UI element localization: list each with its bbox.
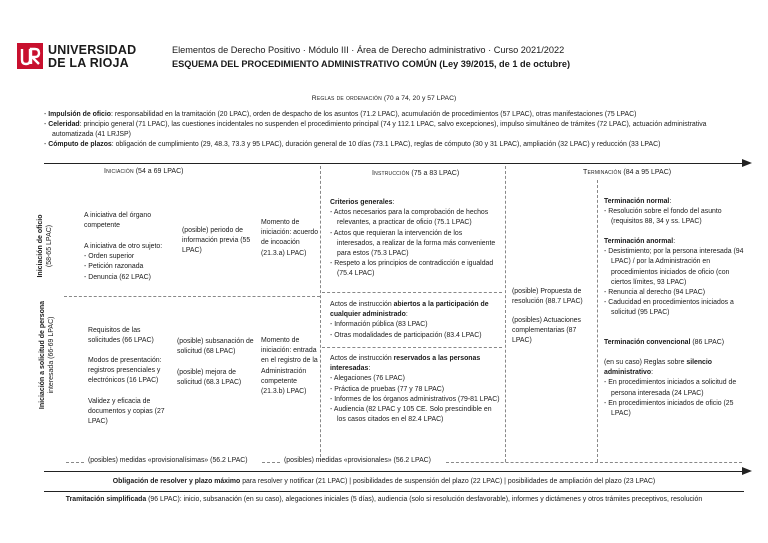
tramitacion-simplificada	[0, 495, 768, 505]
reservado-item: - Informes de los órganos administrativos (79-81 LPAC)	[330, 395, 500, 403]
instruccion-abiertos-title: abiertos a la participación de cualquier administrado	[330, 301, 489, 319]
terminacion-convencional-refs: (86 LPAC)	[690, 339, 724, 346]
divider-oficio-solicitud	[64, 296, 320, 297]
separator-line	[44, 491, 744, 492]
oficio-iniciativa-organo: A iniciativa del órgano competente	[84, 212, 152, 230]
terminacion-convencional	[604, 338, 744, 348]
solicitud-validez-documentos: Validez y eficacia de documentos y copias (27 LPAC)	[88, 398, 165, 426]
side-label-solicitud	[38, 300, 56, 410]
oficio-item-text: Denuncia (62 LPAC)	[88, 273, 151, 281]
regla-item: - Impulsión de oficio: responsabilidad en la tramitación (20 LPAC), orden de despacho de los asuntos (71.2 LPAC), acumulación de procedimientos (57 LPAC), otras manifestaciones (75 LPAC)	[44, 111, 637, 118]
reservado-item-text: Práctica de pruebas (77 y 78 LPAC)	[334, 385, 445, 393]
university-name-line1: UNIVERSIDAD	[48, 43, 137, 57]
divider-iniciacion-instruccion	[320, 166, 321, 462]
side-label-oficio-title: Iniciación de oficio	[37, 214, 44, 278]
oficio-item: - Orden superior	[84, 253, 135, 261]
oficio-periodo-informacion: (posible) periodo de información previa (55 LPAC)	[182, 227, 251, 255]
regla-item-text: : principio general (71 LPAC), las cuestiones incidentales no suspenden el procedimiento principal (74 y 112.1 LPAC, salvo excepciones), impulso simultáneo de trámites (72 LPAC), actuación administrativa automatizada (41 LRJSP)	[52, 121, 707, 138]
university-name	[48, 44, 136, 70]
instruccion-abiertos-pre: Actos de instrucción	[330, 301, 394, 308]
silencio-item-text: En procedimientos iniciados a solicitud de persona interesada (24 LPAC)	[608, 379, 737, 397]
regla-item-text: : responsabilidad en la tramitación (20 LPAC), orden de despacho de los asuntos (71.2 LPAC), acumulación de procedimientos (57 LPAC), otras manifestaciones (75 LPAC)	[111, 111, 637, 118]
criterio-item: - Respeto a los principios de contradicción e igualdad (75.4 LPAC)	[330, 260, 494, 278]
criterio-item: - Actos que requieran la intervención de los interesados, a realizar de la forma más conveniente para estos (75.3 LPAC)	[330, 229, 496, 258]
instruccion-reservados-title: reservados a las personas interesadas	[330, 355, 481, 373]
regla-item-title: Celeridad	[48, 121, 80, 128]
phase-terminacion-refs: (84 a 95 LPAC)	[621, 169, 672, 176]
university-name-line2: DE LA RIOJA	[48, 56, 129, 70]
terminacion-convencional-title: Terminación convencional	[604, 339, 691, 346]
oficio-item: - Denuncia (62 LPAC)	[84, 273, 151, 281]
oficio-momento-iniciacion: Momento de iniciación: acuerdo de incoación (21.3.a) LPAC)	[261, 219, 319, 257]
solicitud-mejora: (posible) mejora de solicitud (68.3 LPAC)	[177, 369, 242, 387]
regla-item: - Celeridad: principio general (71 LPAC), las cuestiones incidentales no suspenden el procedimiento principal (74 y 112.1 LPAC, salvo excepciones), impulso simultáneo de trámites (72 LPAC), actuación administrativa automatizada (41 LRJSP)	[44, 121, 707, 138]
silencio-item-text: En procedimientos iniciados de oficio (25 LPAC)	[608, 399, 734, 418]
criterio-item-text: Actos necesarios para la comprobación de hechos relevantes, a practicar de oficio (75.1 LPAC)	[333, 209, 489, 227]
abierto-item-text: Información pública (83 LPAC)	[334, 321, 428, 329]
side-label-solicitud-title2: interesada	[48, 360, 55, 394]
regla-item-text: : obligación de cumplimiento (29, 48.3, 73.3 y 95 LPAC), duración general de 10 días (73.1 LPAC), reglas de cómputo (30 y 31 LPAC), ampliación (32 LPAC) y reducción (33 LPAC)	[111, 141, 661, 148]
criterio-item: - Actos necesarios para la comprobación de hechos relevantes, a practicar de oficio (75.1 LPAC)	[330, 209, 489, 227]
terminacion-normal-title: Terminación normal	[604, 198, 670, 205]
phase-terminacion-name: Terminación	[583, 169, 622, 176]
terminacion-anormal-item: - Caducidad en procedimientos iniciados a solicitud (95 LPAC)	[604, 299, 734, 317]
obligacion-title: Obligación de resolver y plazo máximo	[112, 478, 241, 485]
side-label-oficio	[36, 206, 54, 286]
side-label-solicitud-title: Iniciación a solicitud de persona	[39, 300, 46, 410]
regla-item: - Cómputo de plazos: obligación de cumplimiento (29, 48.3, 73.3 y 95 LPAC), duración general de 10 días (73.1 LPAC), reglas de cómputo (30 y 31 LPAC), ampliación (32 LPAC) y reducción (33 LPAC)	[44, 141, 661, 148]
terminacion-anormal-item: - Renuncia al derecho (94 LPAC)	[604, 289, 705, 297]
oficio-iniciativa-otro-label: A iniciativa de otro sujeto:	[84, 243, 163, 250]
instruccion-criterios-title: Criterios generales	[330, 199, 393, 206]
divider-abiertos-reservados	[322, 347, 502, 348]
instruccion-reservados: Actos de instrucción reservados a las personas interesadas: - Alegaciones (76 LPAC) - Práctica de pruebas (77 y 78 LPAC) - Informes de los órganos administrativos (79-81 LPAC) - Audiencia (82 LPAC y 105 CE. Solo prescindible en los casos citados en el 82.4 LPAC)	[330, 354, 500, 425]
arrow-head-icon	[742, 159, 752, 167]
phase-instruccion-name: Instrucción	[372, 170, 410, 177]
criterio-item-text: Respeto a los principios de contradicción e igualdad (75.4 LPAC)	[334, 260, 494, 278]
instruccion-criterios: Criterios generales: - Actos necesarios para la comprobación de hechos relevantes, a practicar de oficio (75.1 LPAC) - Actos que requieran la intervención de los interesados, a realizar de la forma más conveniente para estos (75.3 LPAC) - Respeto a los principios de contradicción e igualdad (75.4 LPAC)	[330, 198, 500, 280]
abierto-item: - Información pública (83 LPAC)	[330, 321, 428, 329]
reservado-item-text: Audiencia (82 LPAC y 105 CE. Solo prescindible en los casos citados en el 82.4 LPAC)	[333, 406, 492, 424]
oficio-iniciativa-otro	[84, 242, 179, 283]
phase-terminacion	[583, 168, 671, 177]
reglas-list	[44, 110, 744, 150]
divider-instruccion-propuesta	[505, 166, 506, 462]
instruccion-abiertos: Actos de instrucción abiertos a la participación de cualquier administrado: - Información pública (83 LPAC) - Otras modalidades de participación (83.4 LPAC)	[330, 300, 500, 341]
reservado-item: - Audiencia (82 LPAC y 105 CE. Solo prescindible en los casos citados en el 82.4 LPAC)	[330, 406, 492, 424]
medidas-provisionalisimas: (posibles) medidas «provisionalísimas» (56.2 LPAC)	[88, 457, 248, 464]
divider-criterios-abiertos	[322, 292, 502, 293]
terminacion-silencio: (en su caso) Reglas sobre silencio administrativo: - En procedimientos iniciados a solicitud de persona interesada (24 LPAC) - En procedimientos iniciados de oficio (25 LPAC)	[604, 358, 744, 419]
simplificada-title: Tramitación simplificada	[65, 496, 147, 503]
university-logo-icon	[17, 43, 43, 69]
reglas-heading	[0, 95, 768, 104]
solicitud-subsanacion: (posible) subsanación de solicitud (68 LPAC)	[177, 338, 254, 356]
oficio-item-text: Petición razonada	[88, 263, 144, 271]
medidas-dash-mid	[262, 462, 280, 463]
obligacion-text: para resolver y notificar (21 LPAC) | posibilidades de suspensión del plazo (22 LPAC) | posibilidades de ampliación del plazo (23 LPAC)	[240, 478, 656, 485]
instruccion-reservados-pre: Actos de instrucción	[330, 355, 394, 362]
silencio-item: - En procedimientos iniciados de oficio (25 LPAC)	[604, 399, 734, 418]
medidas-dash-right	[446, 462, 742, 463]
document-title: ESQUEMA DEL PROCEDIMIENTO ADMINISTRATIVO COMÚN (Ley 39/2015, de 1 de octubre)	[172, 59, 571, 69]
divider-propuesta-terminacion	[597, 180, 598, 462]
regla-item-title: Impulsión de oficio	[48, 111, 112, 118]
reservado-item: - Práctica de pruebas (77 y 78 LPAC)	[330, 385, 445, 393]
phase-iniciacion-refs: (54 a 69 LPAC)	[133, 168, 184, 175]
terminacion-anormal-item-text: Desistimiento; por la persona interesada (94 LPAC) / por la Administración en procedimientos iniciados de oficio (con ciertos límites, 93 LPAC)	[608, 248, 744, 286]
terminacion-anormal-title: Terminación anormal	[604, 238, 674, 245]
timeline-arrow-bottom	[44, 471, 744, 472]
phase-iniciacion-name: Iniciación	[104, 168, 134, 175]
phase-iniciacion	[104, 167, 183, 176]
reservado-item: - Alegaciones (76 LPAC)	[330, 375, 405, 383]
solicitud-modos-presentacion: Modos de presentación: registros presenciales y electrónicos (16 LPAC)	[88, 357, 162, 385]
phase-instruccion-refs: (75 a 83 LPAC)	[409, 170, 460, 177]
terminacion-silencio-pre: (en su caso) Reglas sobre	[604, 359, 687, 366]
reservado-item-text: Alegaciones (76 LPAC)	[333, 375, 405, 383]
terminacion-anormal-item-text: Caducidad en procedimientos iniciados a solicitud (95 LPAC)	[608, 299, 734, 317]
medidas-dash-left	[66, 462, 84, 463]
abierto-item-text: Otras modalidades de participación (83.4 LPAC)	[334, 331, 482, 339]
reglas-heading-label: Reglas de ordenación	[311, 95, 382, 102]
simplificada-text: (96 LPAC): inicio, subsanación (en su caso), alegaciones iniciales (5 días), audiencia (solo si resolución desfavorable), informes y dictámenes y otros trámites preceptivos, resolución	[146, 496, 703, 503]
side-label-oficio-refs: (58-65 LPAC)	[46, 224, 53, 268]
terminacion-anormal-item-text: Renuncia al derecho (94 LPAC)	[608, 289, 705, 297]
terminacion-normal-item: - Resolución sobre el fondo del asunto (requisitos 88, 34 y ss. LPAC)	[604, 208, 722, 226]
oficio-item-text: Orden superior	[88, 253, 135, 261]
silencio-item: - En procedimientos iniciados a solicitud de persona interesada (24 LPAC)	[604, 379, 737, 397]
abierto-item: - Otras modalidades de participación (83.4 LPAC)	[330, 331, 482, 339]
oficio-item: - Petición razonada	[84, 263, 144, 271]
timeline-arrow-top	[44, 163, 744, 164]
criterio-item-text: Actos que requieran la intervención de los interesados, a realizar de la forma más conveniente para estos (75.3 LPAC)	[333, 229, 496, 258]
phase-instruccion	[372, 169, 459, 178]
medidas-provisionales: (posibles) medidas «provisionales» (56.2 LPAC)	[284, 457, 431, 464]
reglas-heading-refs: (70 a 74, 20 y 57 LPAC)	[381, 95, 457, 102]
obligacion-resolver	[0, 477, 768, 487]
arrow-head-icon	[742, 467, 752, 475]
terminacion-normal: Terminación normal: - Resolución sobre el fondo del asunto (requisitos 88, 34 y ss. LPAC)	[604, 197, 744, 228]
reservado-item-text: Informes de los órganos administrativos (79-81 LPAC)	[334, 395, 500, 403]
terminacion-anormal-item: - Desistimiento; por la persona interesada (94 LPAC) / por la Administración en procedimientos iniciados de oficio (con ciertos límites, 93 LPAC)	[604, 248, 744, 286]
side-label-solicitud-refs: (66-69 LPAC)	[48, 316, 55, 361]
terminacion-silencio-title: silencio administrativo	[604, 359, 713, 377]
instruccion-actuaciones-complementarias: (posibles) Actuaciones complementarias (87 LPAC)	[512, 317, 581, 345]
document-subtitle: Elementos de Derecho Positivo · Módulo III · Área de Derecho administrativo · Curso 2021/2022	[172, 45, 565, 55]
solicitud-requisitos: Requisitos de las solicitudes (66 LPAC)	[88, 327, 154, 345]
terminacion-normal-item-text: Resolución sobre el fondo del asunto (requisitos 88, 34 y ss. LPAC)	[608, 208, 722, 226]
solicitud-momento-iniciacion: Momento de iniciación: entrada en el registro de la Administración competente (21.3.b) LPAC)	[261, 337, 318, 396]
regla-item-title: Cómputo de plazos	[48, 141, 112, 148]
terminacion-anormal: Terminación anormal: - Desistimiento; por la persona interesada (94 LPAC) / por la Administración en procedimientos iniciados de oficio (con ciertos límites, 93 LPAC) - Renuncia al derecho (94 LPAC) - Caducidad en procedimientos iniciados a solicitud (95 LPAC)	[604, 237, 744, 319]
instruccion-propuesta-resolucion: (posible) Propuesta de resolución (88.7 LPAC)	[512, 288, 583, 306]
